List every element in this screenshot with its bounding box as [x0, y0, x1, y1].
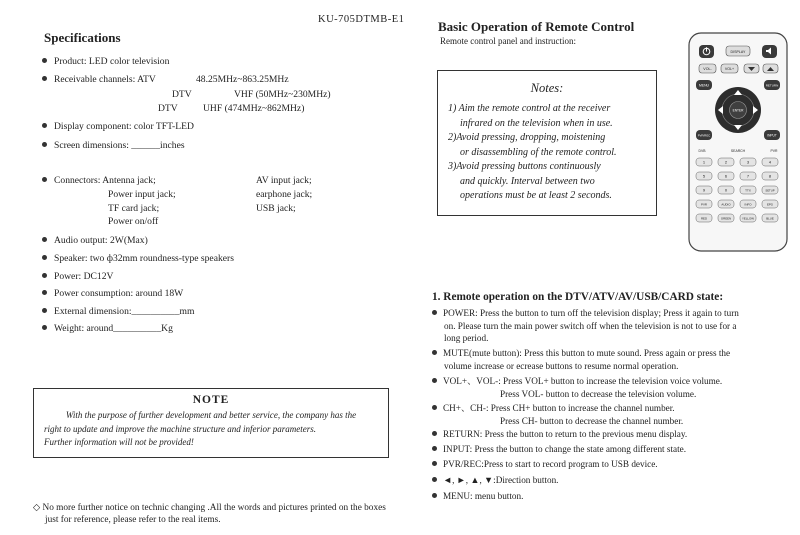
spec-conn-av: AV input jack;: [256, 175, 312, 186]
op-input: INPUT: Press the button to change the state among different state.: [432, 443, 787, 456]
num-4-button[interactable]: 4: [768, 159, 772, 165]
pvr-button[interactable]: PVR: [770, 149, 778, 153]
spec-dtv2-band: UHF (474MHz~862MHz): [203, 103, 305, 114]
search-button[interactable]: SEARCH: [730, 149, 746, 153]
bullet-icon: [42, 308, 47, 313]
footnote: [33, 502, 403, 526]
bullet-icon: [42, 142, 47, 147]
remote-title: Basic Operation of Remote Control: [438, 19, 635, 34]
spec-conn-tf: TF card jack;: [108, 203, 160, 214]
setup-button[interactable]: SETUP: [765, 188, 775, 193]
svg-text:PVR/REC: PVR/REC: [697, 133, 711, 138]
notes-text: [448, 102, 650, 204]
num-7-button[interactable]: 7: [746, 173, 750, 179]
notes-line: infrared on the television when in use.: [460, 117, 613, 129]
spec-connectors: Connectors: Antenna jack;: [42, 175, 156, 187]
bullet-icon: [432, 493, 437, 498]
svg-text:ENTER: ENTER: [732, 108, 744, 113]
bullet-icon: [432, 405, 437, 410]
epg-button[interactable]: EPG: [766, 202, 774, 207]
green-button[interactable]: GREEN: [720, 216, 732, 221]
num-6-button[interactable]: 6: [724, 173, 728, 179]
note-box: [33, 388, 389, 458]
spec-channels: Receivable channels: ATV: [42, 74, 156, 86]
svg-text:MENU: MENU: [699, 83, 709, 88]
spec-conn-usb: USB jack;: [256, 203, 296, 214]
ch-up-button[interactable]: [763, 64, 778, 73]
bullet-icon: [42, 123, 47, 128]
notes-line: 2)Avoid pressing, dropping, moistening: [448, 132, 606, 143]
op-return: RETURN: Press the button to return to the previous menu display.: [432, 428, 787, 441]
bullet-icon: [42, 237, 47, 242]
notes-box: [437, 70, 657, 216]
spec-audio: Audio output: 2W(Max): [42, 235, 148, 247]
op-power: POWER: Press the button to turn off the television display; Press it again to turn on. Please turn the main power switch off when the television is not to use for a long period.: [432, 307, 787, 345]
note-text: [44, 409, 378, 450]
specifications-title: Specifications: [44, 30, 121, 45]
spec-power: Power: DC12V: [42, 271, 113, 283]
enter-button[interactable]: [730, 102, 747, 119]
op-menu: MENU: menu button.: [432, 490, 787, 503]
blue-button[interactable]: BLUE: [766, 216, 774, 221]
note-title: NOTE: [192, 394, 230, 406]
bullet-icon: [432, 446, 437, 451]
bullet-icon: [432, 378, 437, 383]
yellow-button[interactable]: YELLOW: [741, 216, 755, 221]
spec-dtv1-band: VHF (50MHz~230MHz): [234, 89, 331, 100]
audio-button[interactable]: AUDIO: [721, 202, 731, 207]
svg-text:VOL-: VOL-: [703, 67, 712, 72]
spec-dtv2-label: DTV: [158, 103, 178, 114]
bullet-icon: [432, 477, 437, 482]
return-button[interactable]: [764, 80, 780, 90]
bullet-icon: [432, 431, 437, 436]
note-line: Further information will not be provided!: [44, 437, 194, 447]
svg-text:DISPLAY: DISPLAY: [730, 50, 746, 54]
spec-speaker: Speaker: two ф32mm roundness-type speakers: [42, 253, 234, 265]
notes-line: 3)Avoid pressing buttons continuously: [448, 161, 601, 172]
notes-line: 1) Aim the remote control at the receiver: [448, 103, 611, 114]
remote-subtitle: Remote control panel and instruction:: [440, 36, 576, 46]
ch-down-button[interactable]: [744, 64, 759, 73]
svg-text:RETURN: RETURN: [765, 83, 779, 88]
num-0-button[interactable]: 0: [724, 187, 728, 193]
spec-dtv1-label: DTV: [172, 89, 192, 100]
spec-conn-power-input: Power input jack;: [108, 189, 176, 200]
bullet-icon: [42, 76, 47, 81]
bullet-icon: [42, 325, 47, 330]
notes-line: operations must be at least 2 seconds.: [460, 190, 612, 201]
num-1-button[interactable]: 1: [702, 159, 706, 165]
pvr-rec-button[interactable]: [696, 130, 712, 140]
ttx-button[interactable]: TTX: [745, 188, 751, 193]
num-5-button[interactable]: 5: [702, 173, 706, 179]
bullet-icon: [432, 310, 437, 315]
red-button[interactable]: RED: [700, 216, 708, 221]
bullet-icon: [42, 290, 47, 295]
info-button[interactable]: INFO: [744, 202, 752, 207]
spec-display: Display component: color TFT-LED: [42, 121, 194, 133]
num-9-button[interactable]: 9: [702, 187, 706, 193]
notes-title: Notes:: [530, 81, 564, 95]
pvr-small-button[interactable]: PVR: [701, 202, 707, 207]
spec-screen: Screen dimensions: ______inches: [42, 140, 185, 152]
vol-minus-button[interactable]: [699, 64, 716, 73]
bullet-icon: [42, 177, 47, 182]
bullet-icon: [432, 461, 437, 466]
num-8-button[interactable]: 8: [768, 173, 772, 179]
spec-conn-power-onoff: Power on/off: [108, 216, 159, 227]
mute-button[interactable]: [762, 45, 777, 58]
num-3-button[interactable]: 3: [746, 159, 750, 165]
op-pvr: PVR/REC:Press to start to record program to USB device.: [432, 458, 787, 471]
operation-title: 1. Remote operation on the DTV/ATV/AV/USB/CARD state:: [432, 291, 724, 303]
input-button[interactable]: [764, 130, 780, 140]
bullet-icon: [42, 273, 47, 278]
vol-plus-button[interactable]: [721, 64, 738, 73]
model-number: KU-705DTMB-E1: [318, 14, 405, 25]
bullet-icon: [432, 350, 437, 355]
spec-channels-atv: 48.25MHz~863.25MHz: [196, 74, 289, 85]
display-button[interactable]: [726, 46, 750, 56]
svg-text:VOL+: VOL+: [724, 67, 735, 72]
bullet-icon: [42, 255, 47, 260]
op-mute: MUTE(mute button): Press this button to mute sound. Press again or press the volume increase or ecrease buttons to resume normal operation.: [432, 347, 787, 372]
op-ch: CH+、CH-: Press CH+ button to increase the channel number. Press CH- button to decrease the channel number.: [432, 402, 787, 427]
svg-text:INPUT: INPUT: [767, 133, 777, 138]
note-line: right to update and improve the machine structure and inferior parameters.: [44, 423, 317, 434]
menu-button[interactable]: [696, 80, 712, 90]
op-vol: VOL+、VOL-: Press VOL+ button to increase the television voice volume. Press VOL- button to decrease the television volume.: [432, 375, 787, 400]
power-button[interactable]: [699, 45, 714, 58]
bullet-icon: [42, 58, 47, 63]
spec-external: External dimension:__________mm: [42, 306, 194, 318]
dvb-button[interactable]: DVB: [698, 149, 706, 153]
footnote-line: ◇ No more further notice on technic changing .All the words and pictures printed on the boxes: [33, 503, 386, 513]
spec-product: Product: LED color television: [42, 56, 169, 68]
spec-weight: Weight: around__________Kg: [42, 323, 173, 335]
num-2-button[interactable]: 2: [724, 159, 728, 165]
spec-consumption: Power consumption: around 18W: [42, 288, 183, 300]
notes-line: and quickly. Interval between two: [460, 175, 595, 187]
remote-control-image: [688, 32, 788, 252]
spec-conn-earphone: earphone jack;: [256, 189, 313, 200]
notes-line: or disassembling of the remote control.: [460, 146, 617, 158]
note-line: With the purpose of further development and better service, the company has the: [65, 410, 357, 420]
footnote-line: just for reference, please refer to the real items.: [45, 515, 221, 525]
op-direction: ◄, ►, ▲, ▼:Direction button.: [432, 474, 787, 487]
